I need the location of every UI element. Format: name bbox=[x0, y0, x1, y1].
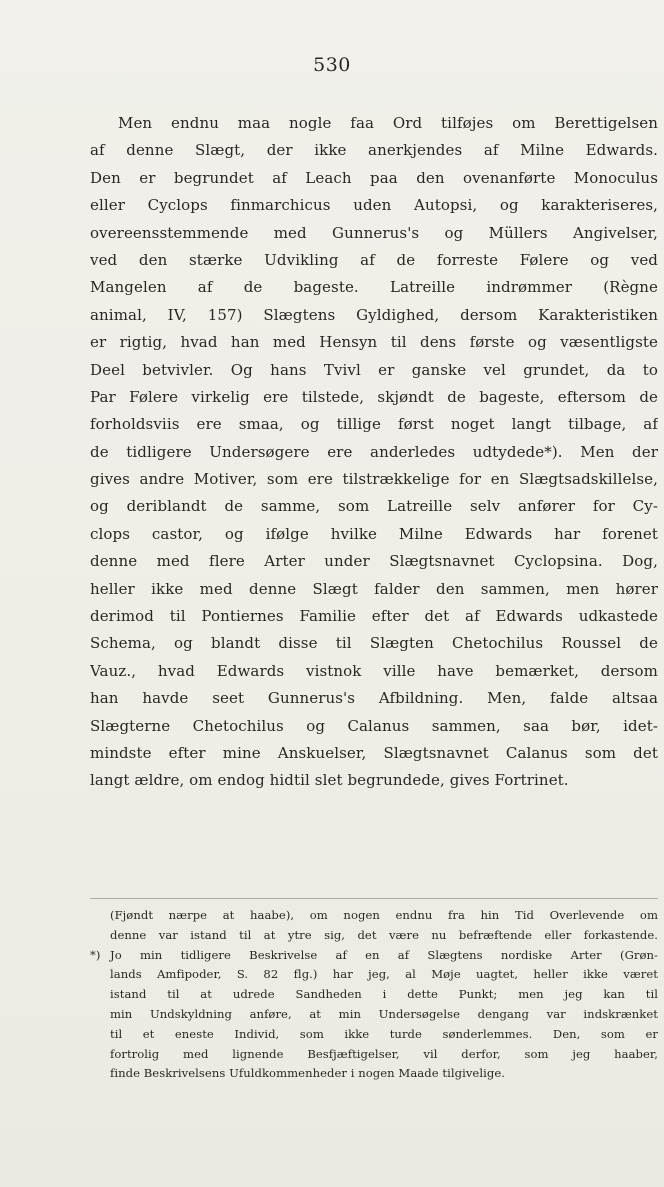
text-line: Men endnu maa nogle faa Ord tilføjes om Berettigelsen bbox=[118, 114, 658, 132]
footnote-line: (Fjøndt nærpe at haabe), om nogen endnu fra hin Tid Overlevende om bbox=[110, 908, 658, 922]
text-line: eller Cyclops finmarchicus uden Autopsi, og karakteriseres, bbox=[90, 196, 658, 215]
text-line: overeensstemmende med Gunnerus's og Müllers Angivelser, bbox=[90, 223, 658, 242]
text-line: clops castor, og ifølge hvilke Milne Edwards har forenet bbox=[90, 524, 658, 543]
footnote-divider bbox=[90, 898, 658, 899]
text-line: langt ældre, om endog hidtil slet begrundede, gives Fortrinet. bbox=[90, 771, 569, 790]
text-line: animal, IV, 157) Slægtens Gyldighed, dersom Karakteristiken bbox=[90, 305, 658, 324]
footnote-line: fortrolig med lignende Besfjæftigelser, vil derfor, som jeg haaber, bbox=[110, 1046, 658, 1061]
footnote-line: til et eneste Individ, som ikke turde sønderlemmes. Den, som er bbox=[110, 1026, 658, 1041]
text-line: af denne Slægt, der ikke anerkjendes af Milne Edwards. bbox=[90, 141, 658, 160]
text-line: han havde seet Gunnerus's Afbildning. Men, falde altsaa bbox=[90, 689, 658, 708]
text-line: Schema, og blandt disse til Slægten Chetochilus Roussel de bbox=[90, 634, 658, 653]
text-line: Vauz., hvad Edwards vistnok ville have bemærket, dersom bbox=[90, 661, 658, 680]
footnote-line: lands Amfipoder, S. 82 flg.) har jeg, al Møje uagtet, heller ikke været bbox=[110, 967, 658, 982]
text-line: er rigtig, hvad han med Hensyn til dens første og væsentligste bbox=[90, 333, 658, 352]
text-line: forholdsviis ere smaa, og tillige først noget langt tilbage, af bbox=[90, 415, 658, 434]
body-paragraph bbox=[90, 110, 658, 795]
footnote bbox=[90, 906, 658, 1084]
text-line: heller ikke med denne Slægt falder den sammen, men hører bbox=[90, 579, 658, 598]
text-line: Par Følere virkelig ere tilstede, skjøndt de bageste, eftersom de bbox=[90, 387, 658, 406]
text-line: mindste efter mine Anskuelser, Slægtsnavnet Calanus som det bbox=[90, 743, 658, 762]
text-line: gives andre Motiver, som ere tilstrækkelige for en Slægtsadskillelse, bbox=[90, 470, 658, 489]
footnote-marker: *) bbox=[90, 947, 101, 962]
text-line: derimod til Pontiernes Familie efter det af Edwards udkastede bbox=[90, 607, 658, 626]
text-line: og deriblandt de samme, som Latreille selv anfører for Cy- bbox=[90, 497, 658, 516]
footnote-line bbox=[90, 946, 658, 966]
footnote-line-text: Jo min tidligere Beskrivelse af en af Slægtens nordiske Arter (Grøn- bbox=[110, 947, 658, 962]
footnote-line: denne var istand til at ytre sig, det være nu befræftende eller forkastende. bbox=[110, 927, 658, 942]
footnote-line: min Undskyldning anføre, at min Undersøgelse dengang var indskrænket bbox=[110, 1006, 658, 1021]
text-line: Den er begrundet af Leach paa den ovenanførte Monoculus bbox=[90, 168, 658, 187]
text-line: Deel betvivler. Og hans Tvivl er ganske vel grundet, da to bbox=[90, 360, 658, 379]
text-line: ved den stærke Udvikling af de forreste Følere og ved bbox=[90, 250, 658, 269]
text-line: Slægterne Chetochilus og Calanus sammen, saa bør, idet- bbox=[90, 716, 658, 735]
footnote-line: istand til at udrede Sandheden i dette Punkt; men jeg kan til bbox=[110, 987, 658, 1002]
text-line: de tidligere Undersøgere ere anderledes udtydede*). Men der bbox=[90, 442, 658, 461]
text-line: Mangelen af de bageste. Latreille indrømmer (Règne bbox=[90, 278, 658, 297]
text-line: denne med flere Arter under Slægtsnavnet Cyclopsina. Dog, bbox=[90, 552, 658, 571]
page-number: 530 bbox=[313, 54, 351, 76]
footnote-line: finde Beskrivelsens Ufuldkommenheder i nogen Maade tilgivelige. bbox=[110, 1066, 505, 1081]
